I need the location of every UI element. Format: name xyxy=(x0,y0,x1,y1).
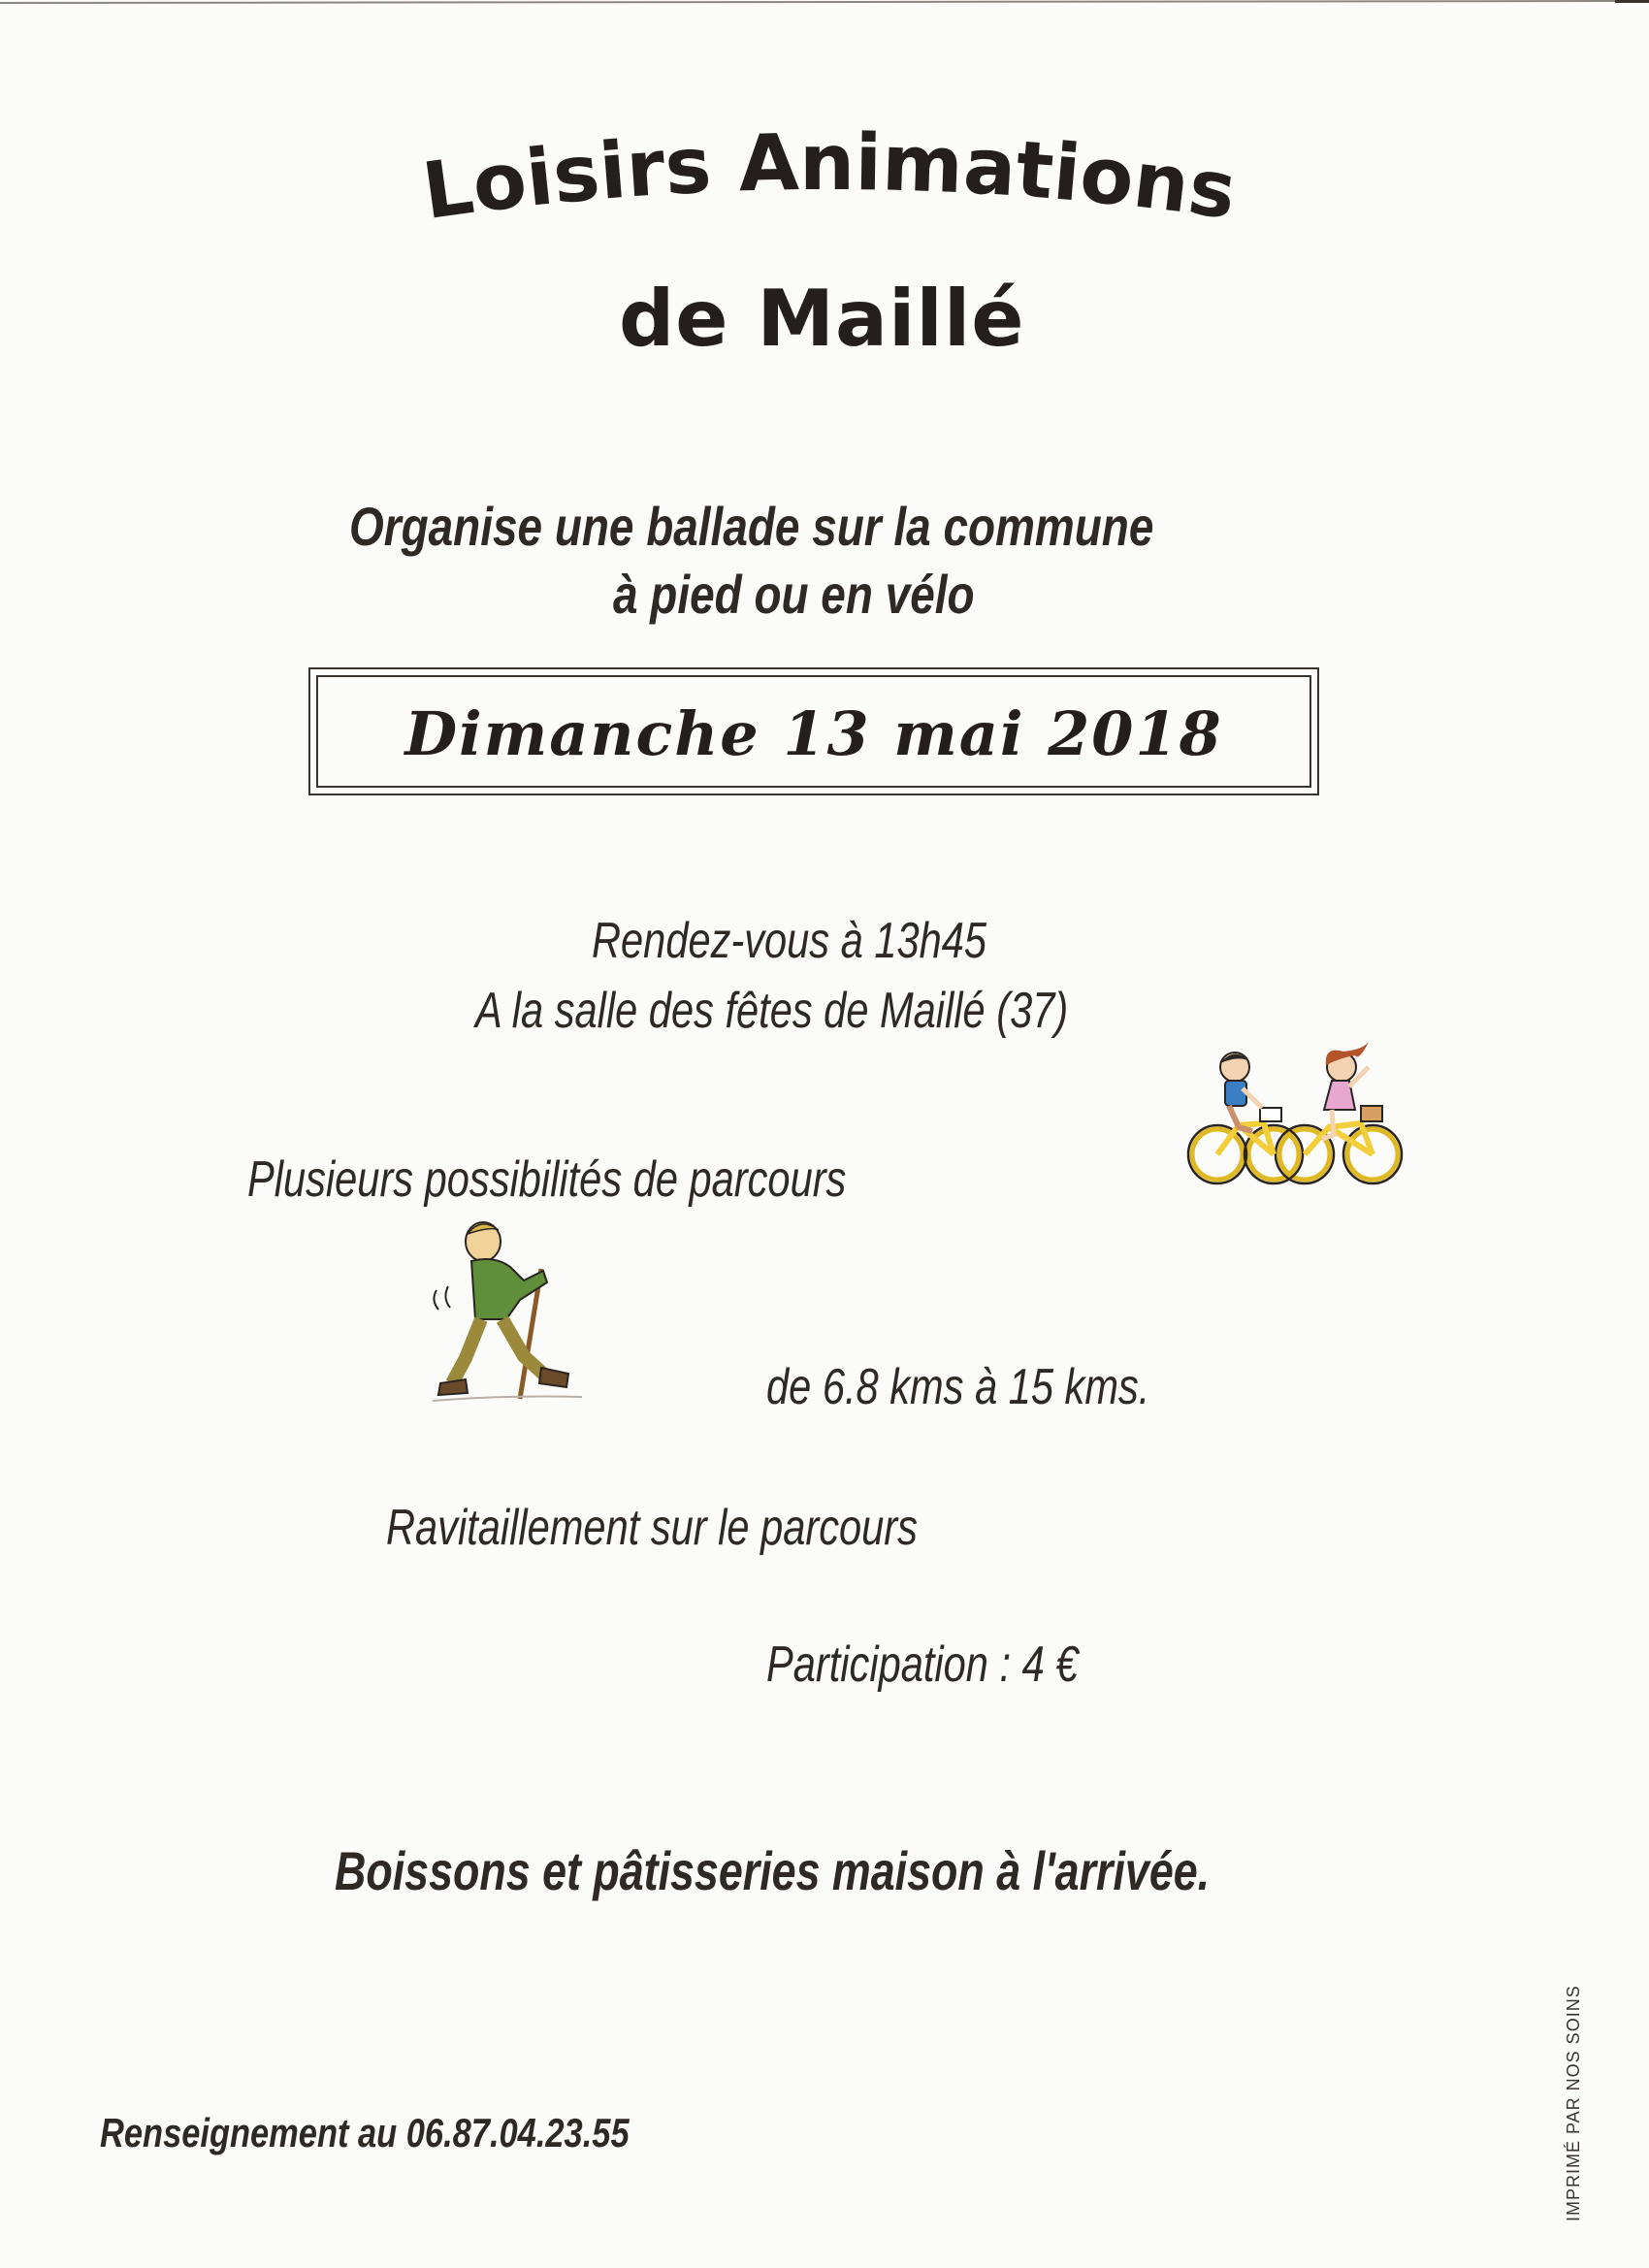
rendezvous-time: Rendez-vous à 13h45 xyxy=(592,913,987,969)
parcours-heading: Plusieurs possibilités de parcours xyxy=(247,1151,847,1208)
hiker-icon xyxy=(427,1213,592,1407)
title-line2: de Maillé xyxy=(619,274,1025,364)
event-date: Dimanche 13 mai 2018 xyxy=(404,698,1223,769)
printed-note: IMPRIMÉ PAR NOS SOINS xyxy=(1564,1985,1583,2221)
subtitle-line1: Organise une ballade sur la commune xyxy=(349,496,1154,557)
two-cyclists-icon xyxy=(1179,1038,1411,1193)
participation-fee: Participation : 4 € xyxy=(766,1636,1079,1693)
ravitaillement-text: Ravitaillement sur le parcours xyxy=(386,1500,918,1556)
parcours-distance: de 6.8 kms à 15 kms. xyxy=(766,1359,1150,1415)
rendezvous-place: A la salle des fêtes de Maillé (37) xyxy=(475,983,1069,1039)
scan-edge xyxy=(0,0,1649,16)
contact-phone: Renseignement au 06.87.04.23.55 xyxy=(100,2110,630,2155)
boissons-text: Boissons et pâtisseries maison à l'arrivée. xyxy=(335,1840,1211,1901)
date-box xyxy=(308,667,1319,795)
subtitle-line2: à pied ou en vélo xyxy=(613,564,975,625)
title-line1: Loisirs Animations xyxy=(417,116,1242,238)
